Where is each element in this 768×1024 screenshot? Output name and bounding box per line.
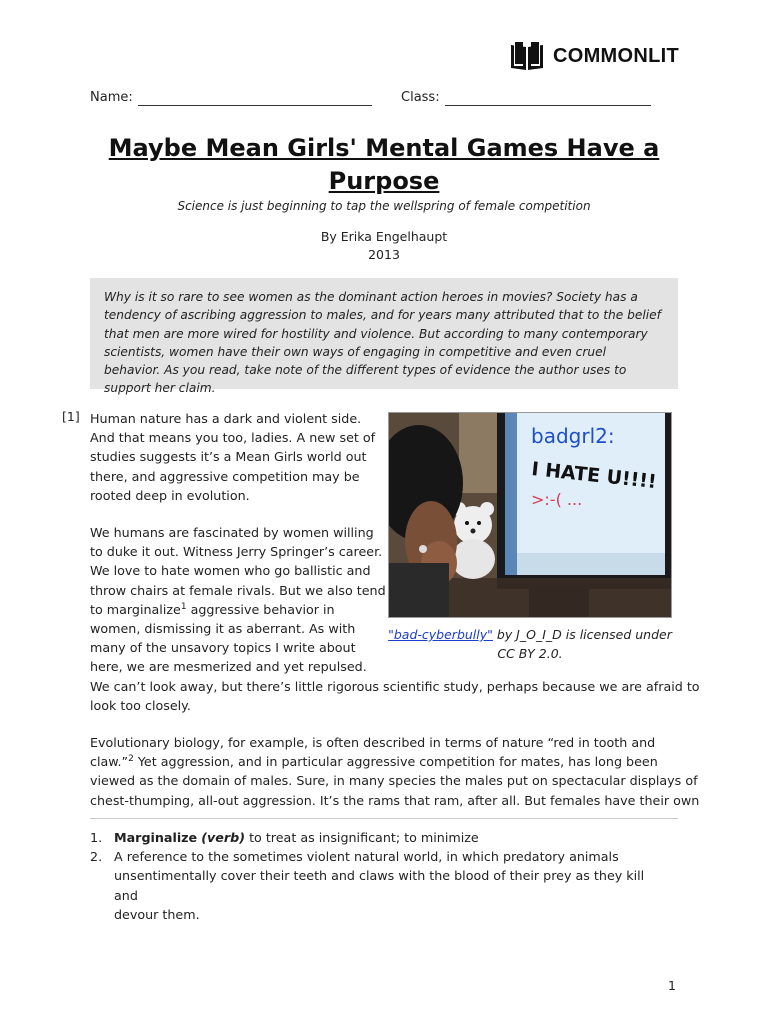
author: By Erika Engelhaupt bbox=[320, 229, 448, 244]
caption-credit: by J_O_I_D is licensed under bbox=[492, 627, 672, 642]
open-book-icon bbox=[509, 41, 545, 71]
name-field[interactable] bbox=[138, 105, 372, 106]
byline-block bbox=[90, 228, 678, 264]
caption-license: CC BY 2.0. bbox=[497, 646, 563, 661]
logo-text: COMMONLIT bbox=[552, 44, 679, 67]
screen-emoticon: >:-( ... bbox=[531, 490, 583, 509]
footnotes bbox=[90, 828, 650, 924]
paragraph-3: Evolutionary biology, for example, is often described in terms of nature “red in tooth and claw.”$^2$ Yet aggression, and in particular aggressive competition for mates, has long been viewed as the domain of males. Sure, in many species the males put on spectacular displays of chest-thumping, all-out aggression. It’s the rams that ram, after all. But females have their own bbox=[90, 735, 700, 808]
paragraph-2: We humans are fascinated by women willing to duke it out. Witness Jerry Springer’s career. We love to hate women who go ballistic and throw chairs at female rivals. But we also tend to marginalize$^1$ aggressive behavior in women, dismissing it as aberrant. As with many of the unsavory topics I write about here, we are mesmerized and yet repulsed. We can’t look away, but there’s little rigorous scientific study, perhaps because we are afraid to look too closely. bbox=[90, 525, 700, 713]
paragraph-number: [1] bbox=[62, 409, 80, 424]
article-subtitle: Science is just beginning to tap the wellspring of female competition bbox=[177, 199, 591, 213]
name-label: Name: bbox=[90, 90, 133, 105]
screen-username: badgrl2: bbox=[531, 424, 615, 448]
commonlit-logo bbox=[509, 41, 679, 71]
footnote-divider bbox=[90, 818, 678, 819]
footnote-ref-2[interactable]: 2 bbox=[128, 753, 134, 764]
screen-message: I HATE U!!!! bbox=[530, 458, 658, 494]
paragraph-1: Human nature has a dark and violent side. And that means you too, ladies. A new set of studies suggests it’s a Mean Girls world out there, and aggressive competition may be rooted deep in evolution. bbox=[90, 411, 376, 503]
page-number: 1 bbox=[668, 978, 676, 993]
class-field[interactable] bbox=[445, 105, 651, 106]
article-title: Maybe Mean Girls' Mental Games Have a Purpose bbox=[108, 134, 660, 195]
class-label: Class: bbox=[401, 90, 440, 105]
footnote-ref-1[interactable]: 1 bbox=[180, 601, 187, 612]
image-source-link[interactable]: "bad-cyberbully" bbox=[388, 627, 493, 642]
year: 2013 bbox=[368, 247, 400, 262]
footnote-2: 2. A reference to the sometimes violent natural world, in which predatory animals unsentimentally cover their teeth and claws with the blood of their prey as they kill and devour them. bbox=[90, 849, 645, 922]
footnote-1: 1. Marginalize (verb) to treat as insignificant; to minimize bbox=[90, 830, 479, 845]
intro-box: Why is it so rare to see women as the dominant action heroes in movies? Society has a tendency of ascribing aggression to males, and for years many attributed that to the belief that men are more wired for hostility and violence. But according to many contemporary scientists, women have their own ways of engaging in competitive and even cruel behavior. As you read, take note of the different types of evidence the author uses to support her claim. bbox=[90, 278, 678, 389]
